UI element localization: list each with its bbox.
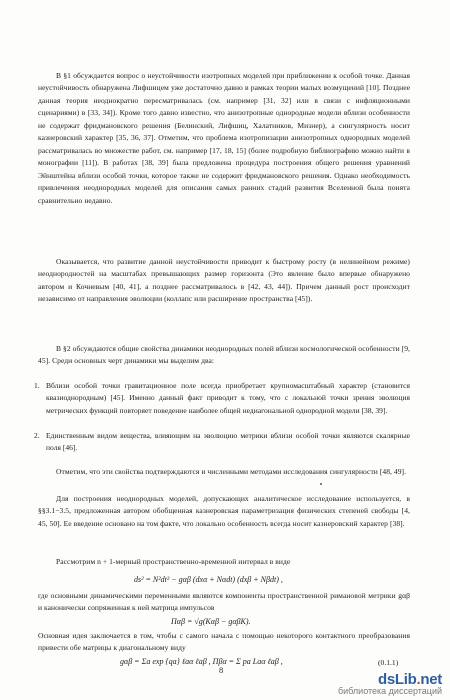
paragraph-4 [38, 466, 410, 478]
paragraph-1-text: В §1 обсуждается вопрос о неустойчивости изотропных моделей при приближении к особой точке. Данная неустойчивость обнаружена Лифшицем уже достаточно давно в рамках теории малых возмущений [10]. Позднее данная теория неоднократно пересматривалась (см. например [31, 32] или в связи с инфляционными сценариями) в [33, 34]). Кроме того давно известно, что анизотропные однородные модели вблизи особенности не содержат фридмановского решения (Белинский, Лифшиц, Халатников, Мизнер), а сингулярность носит казнеровский характер [35, 36, 37]. Отметим, что проблема изотропизации анизотропных однородных моделей рассматривалась во множестве работ, см. например [17, 18, 15] (более подробную библиографию можно найти в монографии [11]). В работах [38, 39] была предложена процедура построения общего решения уравнений Эйнштейна вблизи особой точки, которое также не содержит фридмановского решения. Однако необходимость привлечения неоднородных моделей для описания самых ранних стадий развития Вселенной была понята сравнительно недавно. [38, 71, 410, 205]
equation-diagonal: gαβ = Σa exp {qa} ℓaα ℓaβ , Πβα = Σ pa Laα ℓaβ , [120, 657, 283, 666]
page-number: 8 [219, 665, 224, 675]
paragraph-6 [38, 556, 410, 568]
list-number-2: 2. [34, 431, 40, 440]
paragraph-7 [38, 590, 410, 615]
paragraph-5 [38, 493, 410, 530]
site-watermark-logo [338, 671, 442, 696]
watermark-subtitle: библиотека диссертаций [337, 686, 442, 696]
equation-interval: ds² = N²dt² − gαβ (dxα + Nαdt) (dxβ + Nβdt) , [134, 575, 283, 584]
list-number-1: 1. [34, 381, 40, 390]
paragraph-7-text: где основными динамическими переменными являются компоненты пространственной римановой метрики gαβ и канонически сопряженная к ней матрица импульсов [38, 591, 410, 613]
watermark-brand: dsLib.net [378, 671, 442, 688]
paragraph-3 [38, 343, 410, 368]
list-item-2-text: Единственным видом вещества, влияющим на эволюцию метрики вблизи особой точки являются скалярные поля [46]. [46, 431, 410, 453]
equation-number: (0.1.1) [378, 658, 399, 667]
paragraph-2 [38, 256, 410, 306]
list-item-1 [34, 380, 410, 417]
paragraph-4-text: Отметим, что эти свойства подтверждаются и численными методами исследования сингулярности [48, 49]. [56, 467, 407, 476]
paragraph-5-text: Для построения неоднородных моделей, допускающих аналитическое исследование используется, в §§3.1−3.5, предложенная автором обобщенная казнеровская параметризация физических степеней свободы [4, 45, 50]. Ее введение основано на том факте, что локально особенность всегда носит казнеровский характер [38]. [38, 494, 410, 528]
paragraph-6-text: Рассмотрим n + 1-мерный пространственно-временной интервал в виде [56, 557, 291, 566]
paragraph-3-text: В §2 обсуждаются общие свойства динамики неоднородных полей вблизи космологической особенности [9, 45]. Среди основных черт динамики мы выделим два: [38, 344, 410, 366]
paragraph-2-text: Оказывается, что развитие данной неустойчивости приводит к быстрому росту (в нелинейном режиме) неоднородностей на масштабах превышающих размер горизонта (Это явление было впервые обнаружено автором и Кочневым [40, 41], а позднее рассматривалось в [42, 43, 44]). Причем данный рост происходит независимо от направления эволюции (коллапс или расширение пространства [45]). [38, 257, 410, 304]
list-item-2 [34, 430, 410, 455]
scan-speck [320, 483, 322, 485]
equation-momentum: Παβ = √g(Kαβ − gαβK). [171, 617, 251, 626]
list-item-1-text: Вблизи особой точки гравитационное поле всегда приобретает крупномасштабный характер (становится квазиоднородным) [45]. Именно данный факт приводит к тому, что с локальной точки зрения эволюция метрических функций повторяет поведение наиболее общей недиагональной однородной модели [38, 39]. [46, 381, 410, 415]
paragraph-8-text: Основная идея заключается в том, чтобы с самого начала с помощью некоторого контактного преобразования привести обе матрицы к диагональному виду [38, 631, 410, 653]
paragraph-8 [38, 630, 410, 655]
paragraph-1 [38, 70, 410, 207]
